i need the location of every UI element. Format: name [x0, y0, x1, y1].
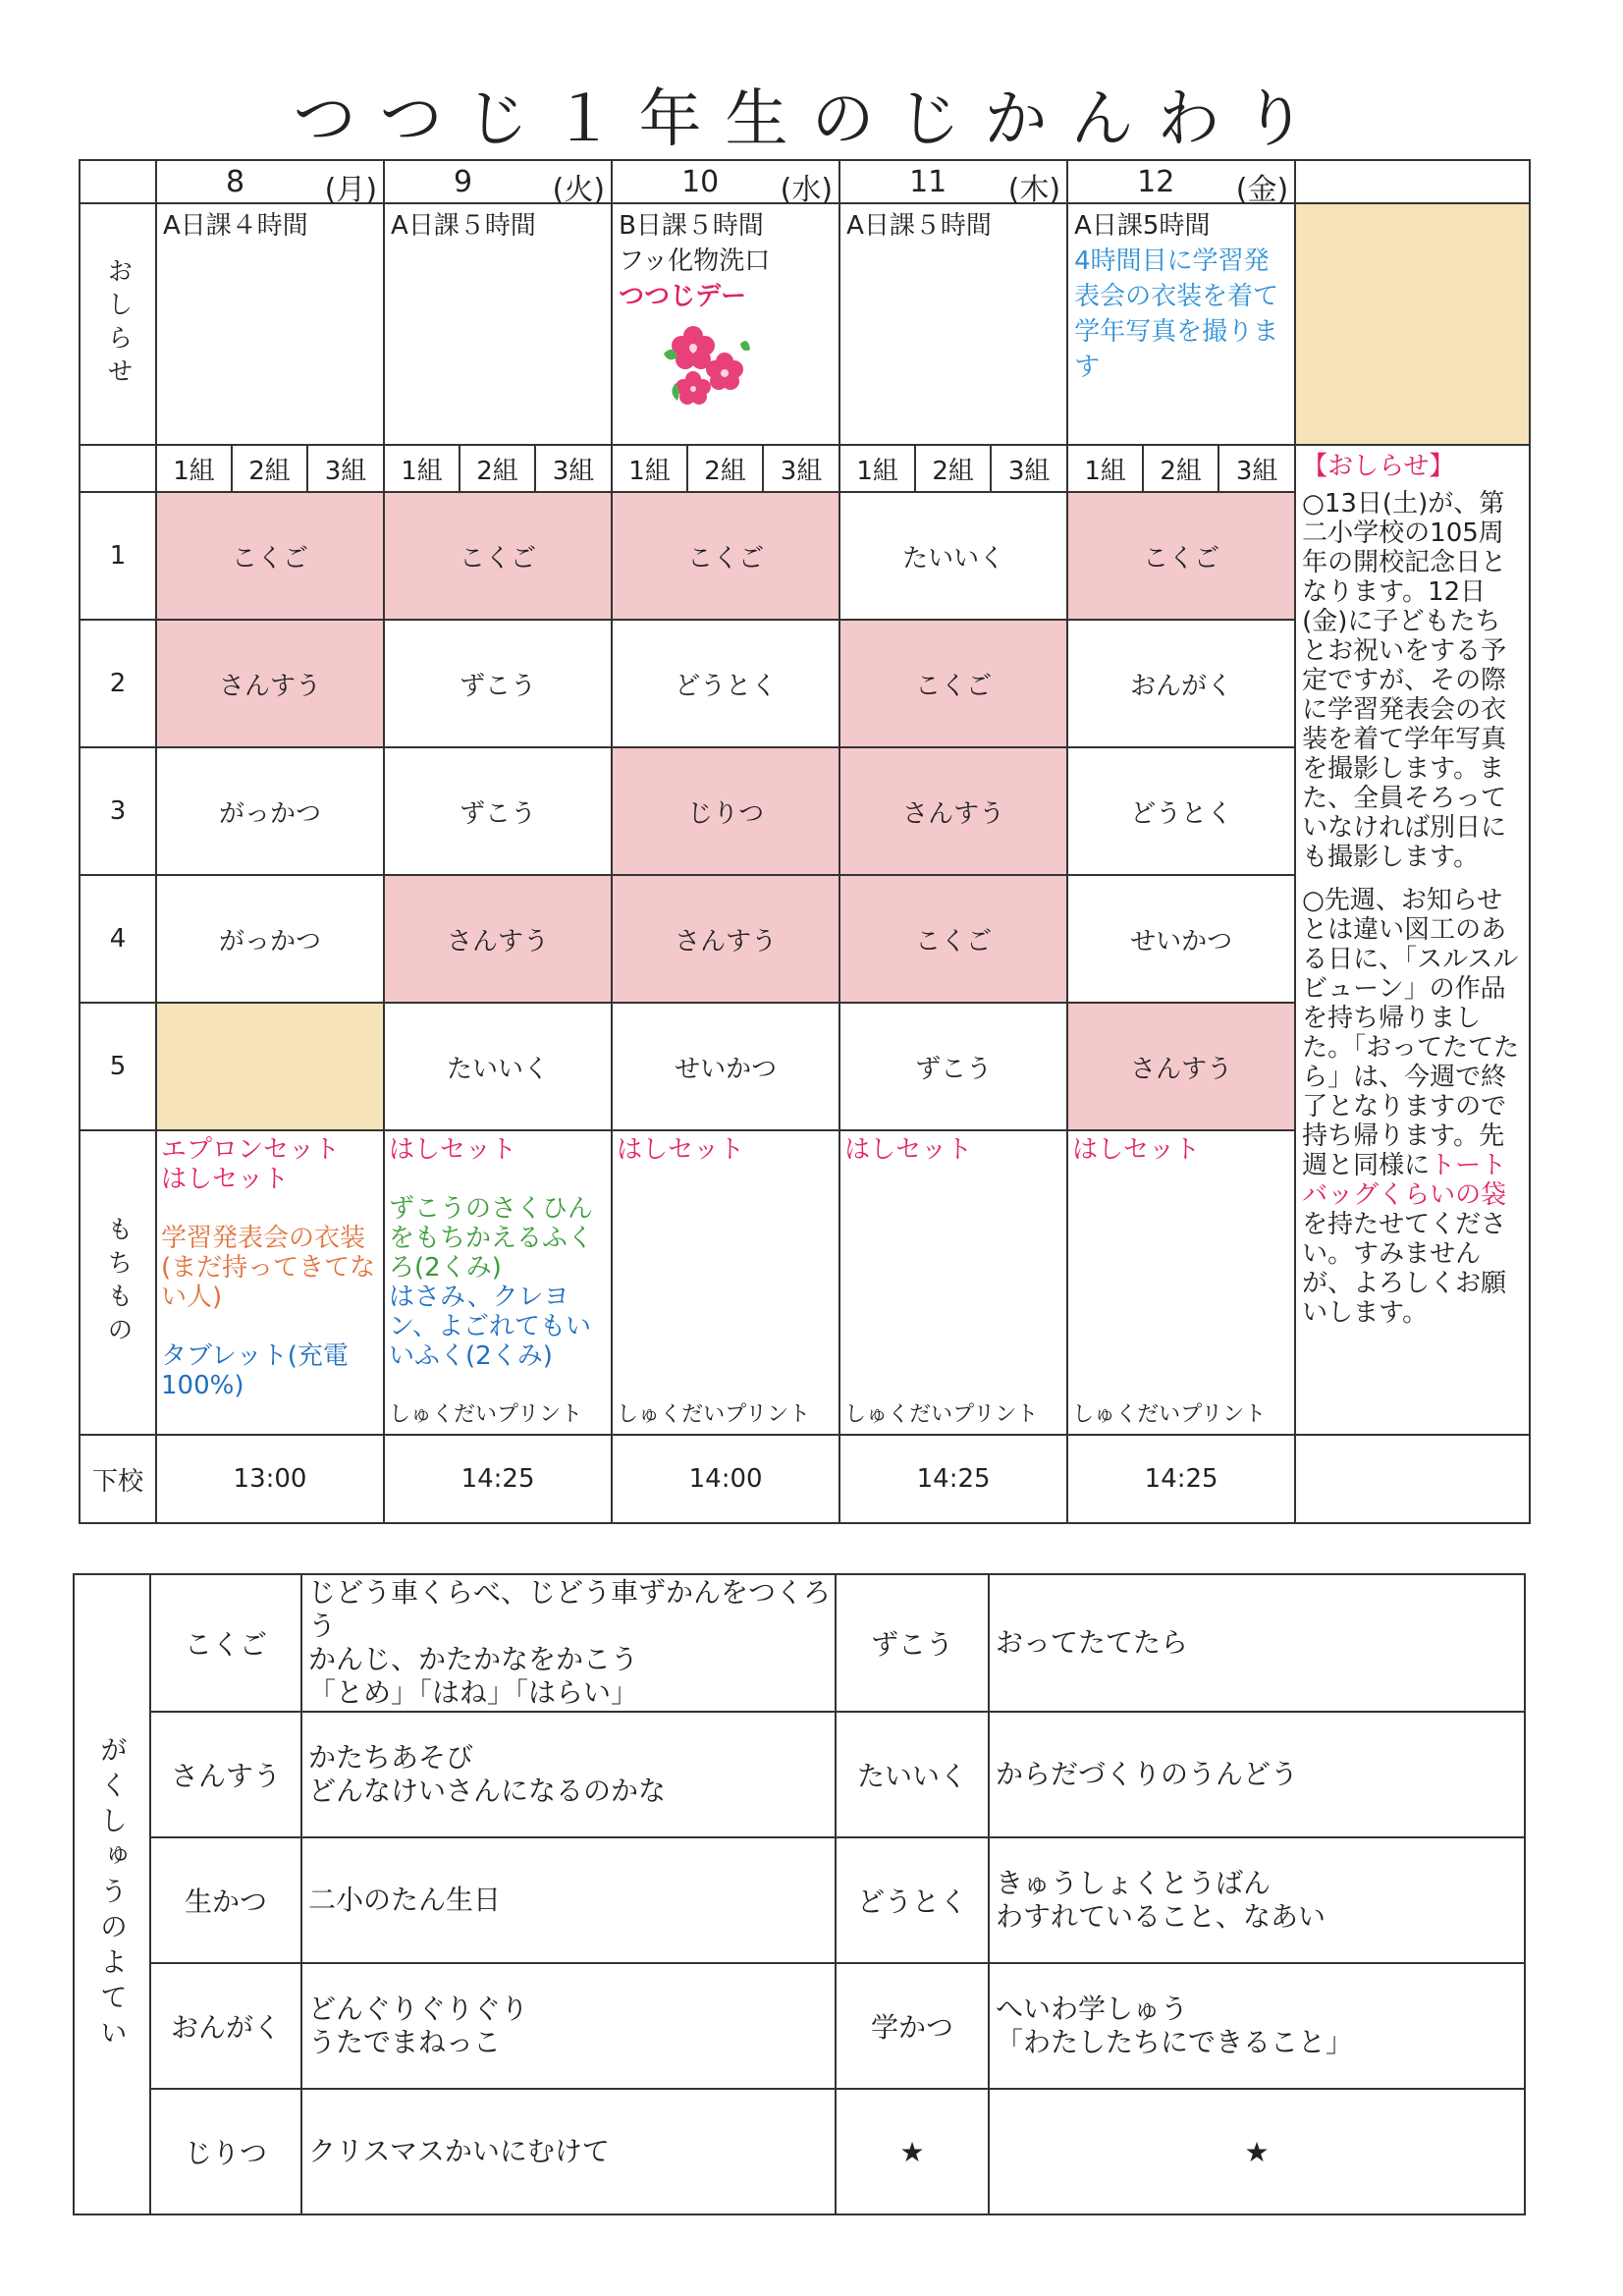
empty-cell [1295, 203, 1530, 445]
p1-tue: こくご [384, 492, 612, 620]
p3-mon: がっかつ [156, 747, 384, 875]
p2-wed: どうとく [612, 620, 839, 747]
dismiss-wed: 14:00 [612, 1435, 839, 1523]
p1-mon: こくご [156, 492, 384, 620]
p2-fri: おんがく [1067, 620, 1295, 747]
p2-mon: さんすう [156, 620, 384, 747]
p4-tue: さんすう [384, 875, 612, 1003]
day-header-thu: 11 (木) [909, 165, 1061, 207]
mochimono-label: もちもの [80, 1130, 156, 1435]
day-header-wed: 10 (水) [681, 165, 834, 207]
day-header-tue: 9 (火) [454, 165, 606, 207]
p1-wed: こくご [612, 492, 839, 620]
notice-fri: A日課5時間 4時間目に学習発表会の衣装を着て学年写真を撮ります [1067, 203, 1295, 445]
right-notice: 【おしらせ】 ○13日(土)が、第二小学校の105周年の開校記念日となります。12日(金)に子どもたちとお祝いをする予定ですが、その際に学習発表会の衣装を着て学年写真を撮影します。また、全員そろっていなければ別日にも撮影します。 ○先週、お知らせとは違い図工のある日に、「スルスルビューン」の作品を持ち帰りました。「おってたてたら」は、今週で終了となりますので持ち帰ります。先週と同様にトートバッグくらいの袋を持たせてください。すみませんが、よろしくお願いします。 [1295, 445, 1530, 1435]
p4-mon: がっかつ [156, 875, 384, 1003]
page-title: つつじ１年生のじかんわり [293, 83, 1330, 156]
star-icon: ★ [989, 2089, 1525, 2214]
dismiss-fri: 14:25 [1067, 1435, 1295, 1523]
p3-thu: さんすう [839, 747, 1067, 875]
azalea-flower-icon [654, 314, 752, 409]
p4-thu: こくご [839, 875, 1067, 1003]
p2-tue: ずこう [384, 620, 612, 747]
gekou-label: 下校 [80, 1435, 156, 1523]
notice-wed: B日課５時間 フッ化物洗口 つつじデー [612, 203, 839, 445]
dismiss-thu: 14:25 [839, 1435, 1067, 1523]
star-icon: ★ [836, 2089, 989, 2214]
p4-fri: せいかつ [1067, 875, 1295, 1003]
p1-thu: たいいく [839, 492, 1067, 620]
dismiss-mon: 13:00 [156, 1435, 384, 1523]
notice-mon: A日課４時間 [156, 203, 384, 445]
p5-thu: ずこう [839, 1003, 1067, 1130]
items-fri: はしセット しゅくだいプリント [1067, 1130, 1295, 1435]
items-mon: エプロンセット はしセット 学習発表会の衣装(まだ持ってきてない人) タブレット(充電100%) [156, 1130, 384, 1435]
p5-tue: たいいく [384, 1003, 612, 1130]
p4-wed: さんすう [612, 875, 839, 1003]
p2-thu: こくご [839, 620, 1067, 747]
p3-fri: どうとく [1067, 747, 1295, 875]
learning-plan: がくしゅうのよてい こくご じどう車くらべ、じどう車ずかんをつくろう かんじ、かたかなをかこう 「とめ」「はね」「はらい」 ずこう おってたてたら さんすう かたちあそび どんなけいさんになるのかな たいいく からだづくりのうんどう 生かつ 二小のたん生日 どうとく きゅうしょくとうばん わすれていること、なあい おんがく どんぐりぐりぐり うたでまねっこ 学かつ へいわ学しゅう 「わたしたちにできること」 じりつ クリスマスかいにむけて ★ ★ [73, 1573, 1526, 2215]
p3-tue: ずこう [384, 747, 612, 875]
notice-thu: A日課５時間 [839, 203, 1067, 445]
p5-mon [156, 1003, 384, 1130]
notice-tue: A日課５時間 [384, 203, 612, 445]
dismiss-tue: 14:25 [384, 1435, 612, 1523]
p3-wed: じりつ [612, 747, 839, 875]
timetable: 8 (月) 9 (火) 10 (水) 11 (木) 12 (金) おしらせ A日課４時間 A日課５時間 B日課５時間 フッ化物洗口 つつじデー A日課５時間 A日課5時間 4時間目に学習発表会の衣装を着て学年写真を撮ります 1組 2組 3組 1組 2組 3組 1組 2組 3組 1組 2組 3組 1組 2組 3組 【おしらせ】 ○13日(土)が、第二小学校の105周年の開校記念日となります。12日(金)に子どもたちとお祝いをする予定ですが、その際に学習発表会の衣装を着て学年写真を撮影します。また、全員そろっていなければ別日にも撮影します。 ○先週、お知らせとは違い図工のある日に、「スルスルビューン」の作品を持ち帰りました。「おってたてたら」は、今週で終了となりますので持ち帰ります。先週と同様にトートバッグくらいの袋を持たせてください。すみませんが、よろしくお願いします。 1 こくご こくご こくご たいいく こくご 2 さんすう ずこう どうとく こくご おんがく 3 がっかつ ずこう じりつ さんすう どうとく 4 がっかつ さんすう さんすう こくご せいかつ 5 たいいく せいかつ ずこう さんすう もちもの エプロンセット はしセット 学習発表会の衣装(まだ持ってきてない人) タブレット(充電100%) はしセット ずこうのさくひんをもちかえるふくろ(2くみ) はさみ、クレヨン、よごれてもいいふく(2くみ) しゅくだいプリント はしセット しゅくだいプリント はしセット しゅくだいプリント はしセット しゅくだいプリント 下校 13:00 14:25 14:00 14:25 14:25 [79, 159, 1531, 1524]
items-wed: はしセット しゅくだいプリント [612, 1130, 839, 1435]
day-header-mon: 8 (月) [226, 165, 378, 207]
items-tue: はしセット ずこうのさくひんをもちかえるふくろ(2くみ) はさみ、クレヨン、よごれてもいいふく(2くみ) しゅくだいプリント [384, 1130, 612, 1435]
oshirase-label: おしらせ [80, 203, 156, 445]
gakushu-label: がくしゅうのよてい [74, 1574, 150, 2214]
day-header-fri: 12 (金) [1137, 165, 1289, 207]
p5-wed: せいかつ [612, 1003, 839, 1130]
p1-fri: こくご [1067, 492, 1295, 620]
p5-fri: さんすう [1067, 1003, 1295, 1130]
items-thu: はしセット しゅくだいプリント [839, 1130, 1067, 1435]
